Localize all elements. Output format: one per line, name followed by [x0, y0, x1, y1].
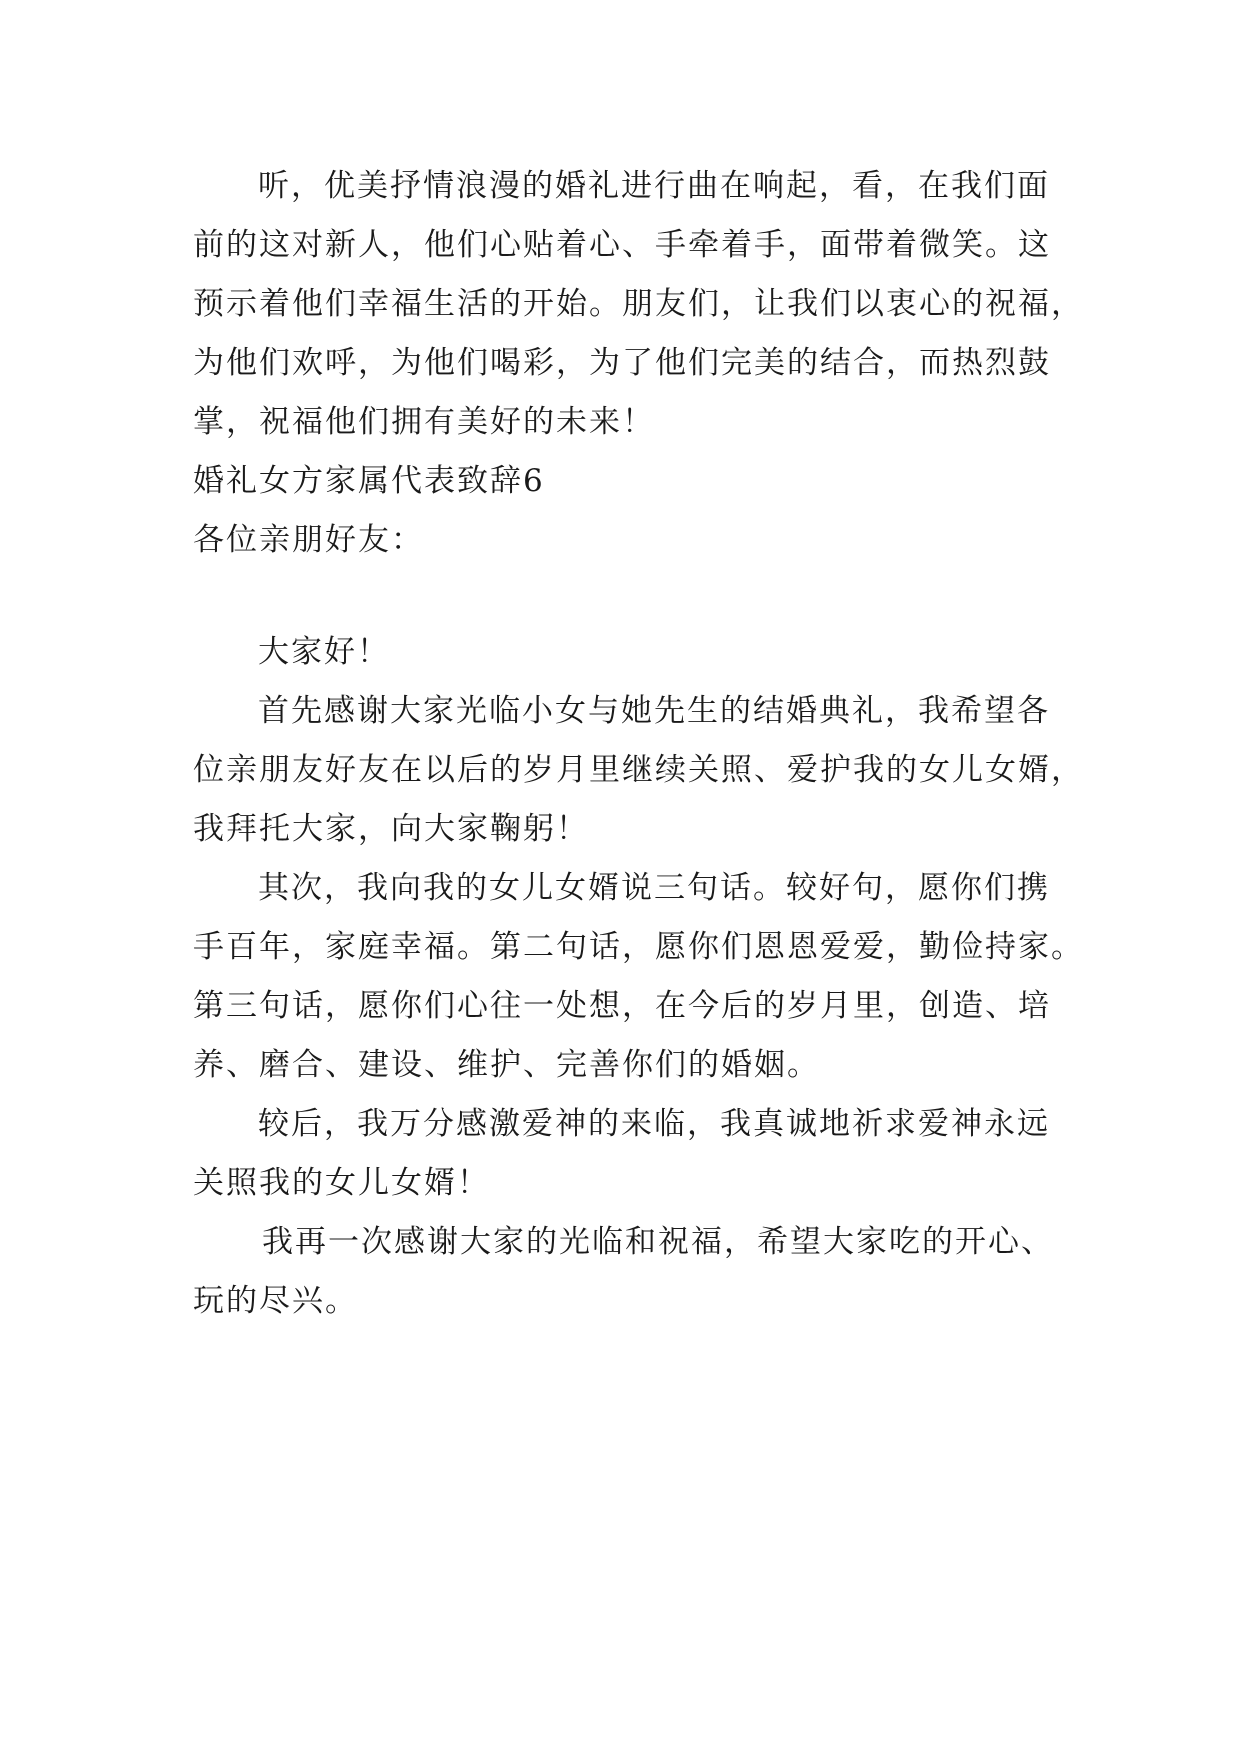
paragraph-2-line-1: 首先感谢大家光临小女与她先生的结婚典礼，我希望各 [258, 693, 1050, 729]
paragraph-3-line-4: 养、磨合、建设、维护、完善你们的婚姻。 [193, 1047, 820, 1083]
paragraph-1-line-5: 掌，祝福他们拥有美好的未来！ [193, 404, 655, 440]
paragraph-4-line-1: 较后，我万分感激爱神的来临，我真诚地祈求爱神永远 [258, 1106, 1050, 1142]
greeting: 大家好！ [258, 634, 390, 670]
paragraph-5-line-2: 玩的尽兴。 [193, 1283, 358, 1319]
section-heading: 婚礼女方家属代表致辞6 [193, 463, 545, 499]
paragraph-5-line-1: 我再一次感谢大家的光临和祝福，希望大家吃的开心、 [262, 1224, 1054, 1260]
paragraph-2-line-3: 我拜托大家，向大家鞠躬！ [193, 811, 589, 847]
paragraph-3-line-2: 手百年，家庭幸福。第二句话，愿你们恩恩爱爱，勤俭持家。 [193, 929, 1084, 965]
paragraph-1-line-4: 为他们欢呼，为他们喝彩，为了他们完美的结合，而热烈鼓 [193, 345, 1051, 381]
paragraph-3-line-3: 第三句话，愿你们心往一处想，在今后的岁月里，创造、培 [193, 988, 1051, 1024]
paragraph-3-line-1: 其次，我向我的女儿女婿说三句话。较好句，愿你们携 [258, 870, 1050, 906]
salutation: 各位亲朋好友： [193, 522, 424, 558]
paragraph-1-line-3: 预示着他们幸福生活的开始。朋友们，让我们以衷心的祝福， [193, 286, 1084, 322]
paragraph-1-line-2: 前的这对新人，他们心贴着心、手牵着手，面带着微笑。这 [193, 227, 1051, 263]
paragraph-2-line-2: 位亲朋友好友在以后的岁月里继续关照、爱护我的女儿女婿， [193, 752, 1084, 788]
paragraph-1-line-1: 听，优美抒情浪漫的婚礼进行曲在响起，看，在我们面 [258, 168, 1050, 204]
paragraph-4-line-2: 关照我的女儿女婿！ [193, 1165, 490, 1201]
